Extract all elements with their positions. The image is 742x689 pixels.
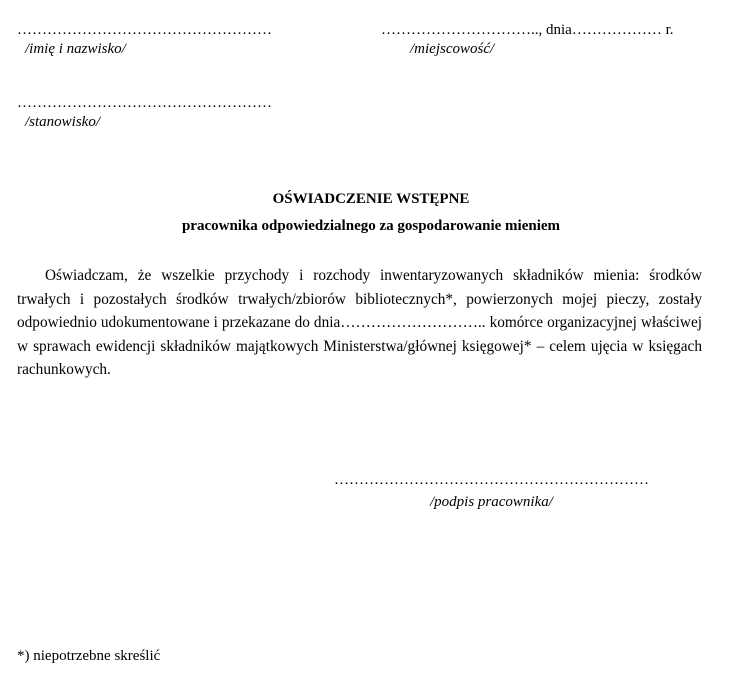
signature-caption: /podpis pracownika/ xyxy=(430,494,553,510)
signature-dotted-line: ……………………………………………………… xyxy=(334,472,649,488)
name-dotted-line: …………………………………………… xyxy=(17,22,272,38)
place-caption: /miejscowość/ xyxy=(410,41,495,57)
footnote: *) niepotrzebne skreślić xyxy=(17,648,161,664)
document-title: OŚWIADCZENIE WSTĘPNE xyxy=(272,191,470,207)
name-caption: /imię i nazwisko/ xyxy=(25,41,126,57)
position-caption: /stanowisko/ xyxy=(25,114,101,130)
statement-paragraph: Oświadczam, że wszelkie przychody i rozchody inwentaryzowanych składników mienia: środków trwałych i pozostałych środków trwałych/zbiorów bibliotecznych*, powierzonych mojej pieczy, zostały odpowiednio udokumentowane i przekazane do dnia……………………….. komórce organizacyjnej właściwej w sprawach ewidencji składników majątkowych Ministerstwa/głównej księgowej* – celem ujęcia w księgach rachunkowych. xyxy=(17,267,702,378)
document-subtitle: pracownika odpowiedzialnego za gospodarowanie mieniem xyxy=(181,218,561,234)
place-date-dotted-line: ………………………….., dnia……………… r. xyxy=(381,22,674,38)
position-dotted-line: …………………………………………… xyxy=(17,95,272,111)
